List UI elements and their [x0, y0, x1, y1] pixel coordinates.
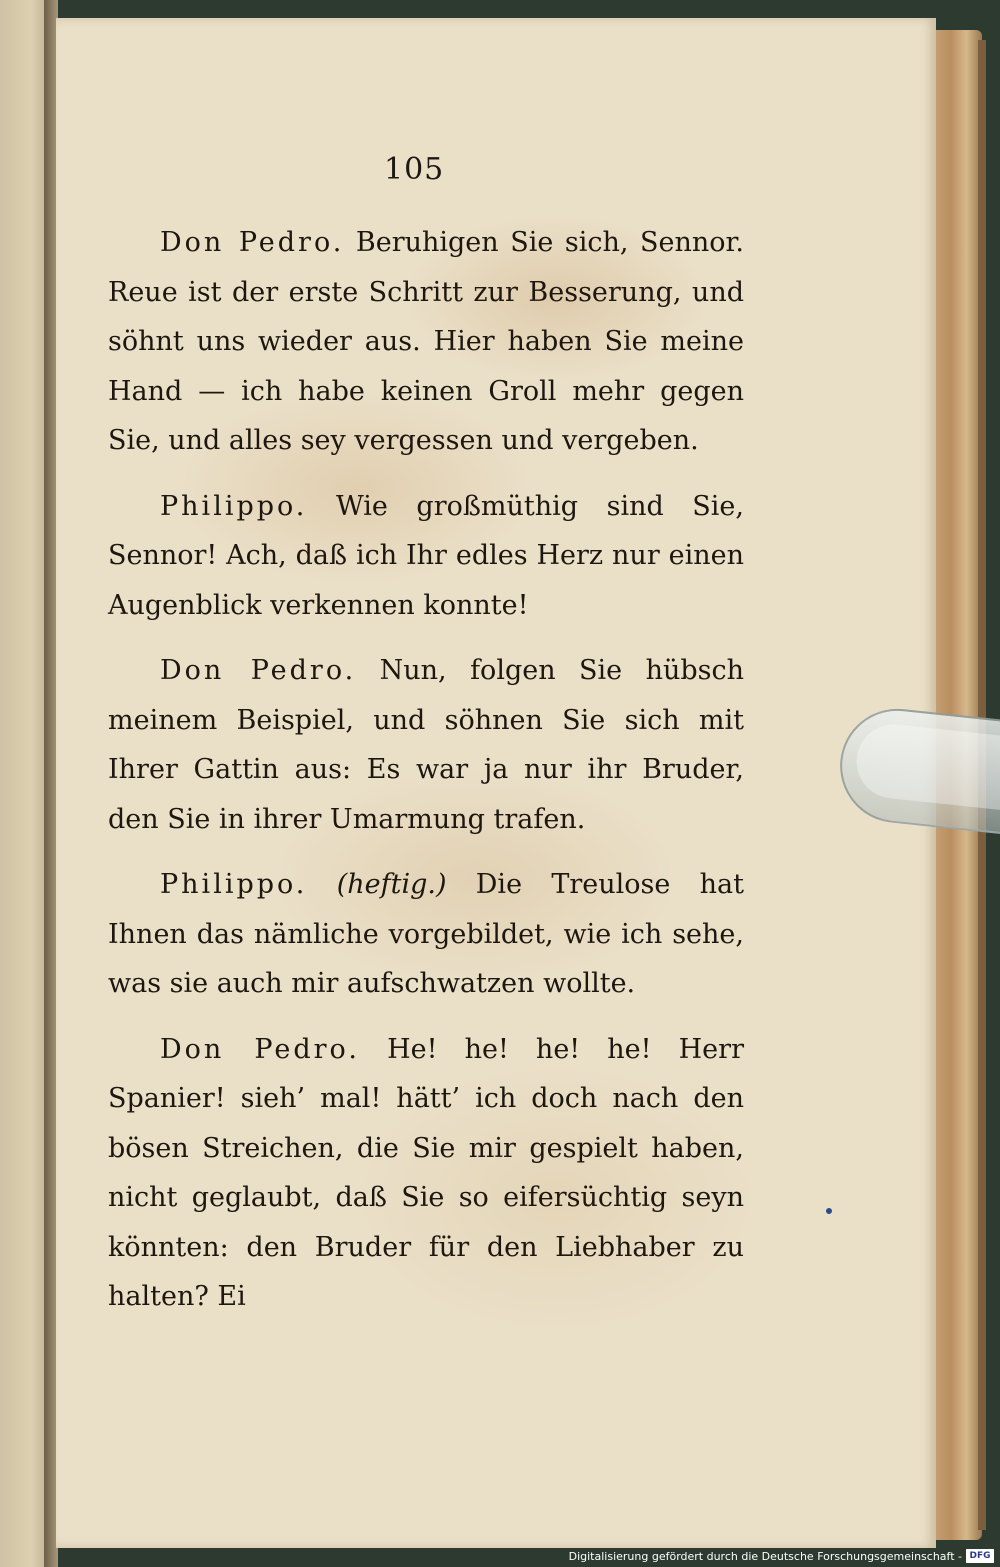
dialogue-text: He! he! he! he! Herr Spanier! sieh’ mal! hätt’ ich doch nach den bösen Streichen, die Sie mir gespielt haben, nicht geglaubt, daß Sie so eifersüchtig seyn könnten: den Bruder für den Liebhaber zu halten? Ei	[108, 1033, 744, 1312]
speaker-name: Don Pedro.	[160, 227, 345, 258]
stage-direction: (heftig.)	[336, 869, 447, 900]
paragraph	[108, 860, 744, 1009]
dfg-logo: DFG	[966, 1549, 994, 1563]
dialogue-text: Die Treulose hat Ihnen das nämliche vorgebildet, wie ich sehe, was sie auch mir aufschwatzen wollte.	[108, 869, 744, 999]
paragraph	[108, 646, 744, 844]
page-number: 105	[384, 152, 445, 187]
speaker-name: Don Pedro.	[160, 1033, 360, 1065]
speaker-name: Don Pedro.	[160, 655, 357, 686]
page-clip-highlight	[853, 721, 1000, 810]
dialogue-text: Beruhigen Sie sich, Sennor. Reue ist der erste Schritt zur Besserung, und söhnt uns wieder aus. Hier haben Sie meine Hand — ich habe keinen Groll mehr gegen Sie, und alles sey vergessen und vergeben.	[108, 227, 744, 456]
paragraph	[108, 1025, 744, 1322]
paragraph	[108, 218, 744, 466]
speaker-name: Philippo.	[160, 869, 308, 900]
dialogue-text: Wie großmüthig sind Sie, Sennor! Ach, daß ich Ihr edles Herz nur einen Augenblick verkennen konnte!	[108, 490, 744, 621]
dialogue-text: Nun, folgen Sie hübsch meinem Beispiel, und söhnen Sie sich mit Ihrer Gattin aus: Es war ja nur ihr Bruder, den Sie in ihrer Umarmung trafen.	[108, 655, 744, 835]
ink-speck	[826, 1208, 832, 1214]
paragraph	[108, 482, 744, 631]
footer-credit: Digitalisierung gefördert durch die Deutsche Forschungsgemeinschaft -	[568, 1550, 962, 1563]
speaker-name: Philippo.	[160, 490, 308, 522]
page-text	[108, 218, 744, 1338]
